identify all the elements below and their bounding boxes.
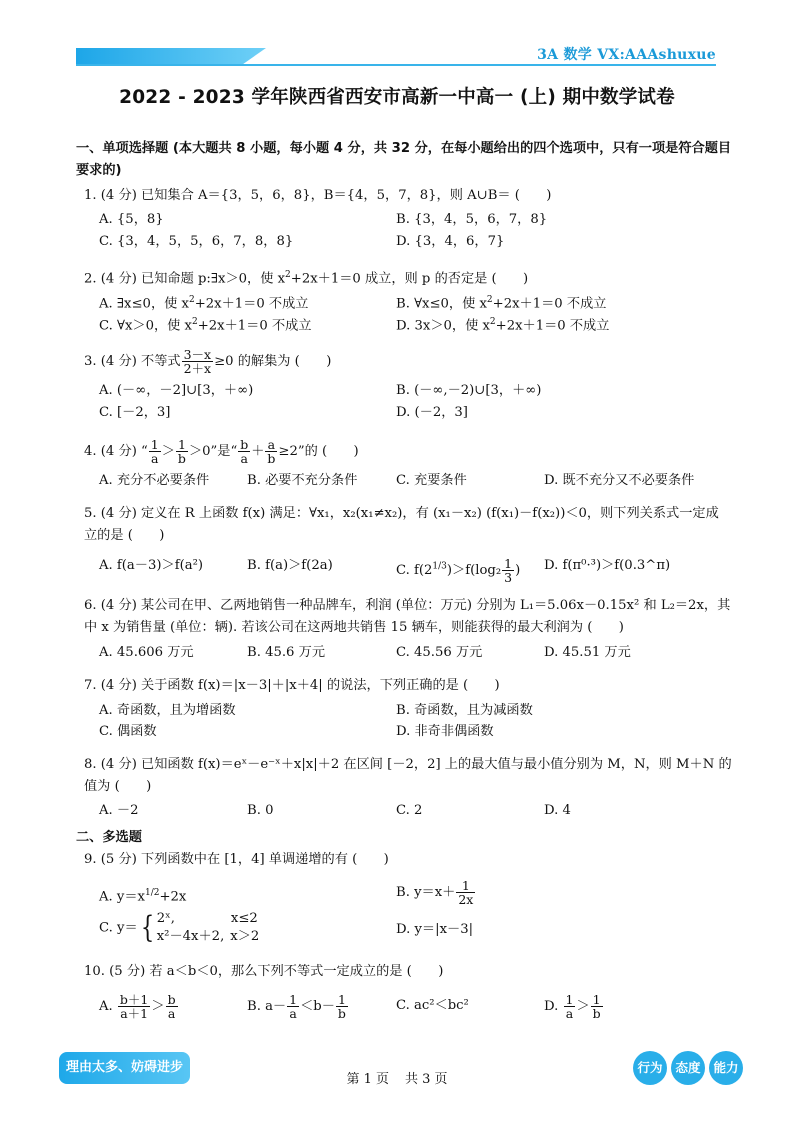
page-title: 2022 - 2023 学年陕西省西安市高新一中高一 (上) 期中数学试卷: [119, 87, 675, 108]
q3-option-d: D. (－2，3]: [396, 405, 468, 420]
q9-piecewise-brace: {: [140, 910, 154, 945]
q10-option-a: A. $\frac{b+1}{a+1}$ ＞ $\frac{b}{a}$: [99, 992, 176, 1021]
header-bar: [76, 44, 716, 66]
q9-piecewise: 2ˣ, x≤2 x²－4x＋2, x＞2: [156, 911, 260, 944]
q1-option-a: A. {5，8}: [99, 212, 164, 227]
header-accent-shape: [76, 48, 266, 64]
header-tag: 3A 数学 VX:AAAshuxue: [537, 47, 716, 63]
q2-option-a: A. ∃x≤0，使 $x^2+2x+1=0$ 不成立: [99, 295, 309, 312]
q8-option-c: C. 2: [396, 803, 423, 818]
q7-stem: 7. (4 分) 关于函数 f(x)＝|x－3|＋|x＋4| 的说法，下列正确的是 ( ): [84, 678, 500, 693]
footer-badge-ability: 能力: [709, 1051, 743, 1085]
q8-stem-cont: 值为 ( ): [84, 779, 152, 794]
footer-badge-behavior: 行为: [633, 1051, 667, 1085]
q6-stem-cont: 中 x 为销售量 (单位：辆). 若该公司在这两地共销售 15 辆车，则能获得的最大利润为 ( ): [84, 620, 624, 635]
q2-option-c: C. ∀x＞0，使 $x^2+2x+1=0$ 不成立: [99, 317, 312, 334]
q4-option-b: B. 必要不充分条件: [247, 473, 358, 488]
q9-option-d: D. y＝|x－3|: [396, 922, 474, 937]
q5-option-b: B. f(a)＞f(2a): [247, 558, 333, 573]
q10-option-d: D. $\frac{1}{a}$ ＞ $\frac{1}{b}$: [544, 992, 601, 1021]
q4-stem: 4. (4 分) “ $\frac{1}{a}$ ＞ $\frac{1}{b}$ ＞0”是“ $\frac{b}{a}$ ＋ $\frac{a}{b}$ ≥2”的 ( ): [84, 437, 359, 466]
q10-option-b: B. a－ $\frac{1}{a}$ ＜b－ $\frac{1}{b}$: [247, 992, 346, 1021]
q5-option-d: D. f(π⁰·³)＞f(0.3^π): [544, 558, 671, 573]
q5-option-a: A. f(a－3)＞f(a²): [99, 558, 204, 573]
q7-option-b: B. 奇函数，且为减函数: [396, 703, 533, 718]
q10-option-c: C. ac²＜bc²: [396, 998, 469, 1013]
footer-slogan-badge: 理由太多、妨碍进步: [59, 1052, 190, 1084]
page-number: 第 1 页 共 3 页: [346, 1072, 448, 1087]
section-2-heading: 二、多选题: [76, 830, 142, 845]
q6-stem: 6. (4 分) 某公司在甲、乙两地销售一种品牌车，利润 (单位：万元) 分别为 L₁＝5.06x－0.15x² 和 L₂＝2x，其: [84, 598, 731, 613]
q6-option-c: C. 45.56 万元: [396, 645, 483, 660]
section-1-heading: 一、单项选择题 (本大题共 8 小题，每小题 4 分，共 32 分，在每小题给出的四个选项中，只有一项是符合题目: [76, 141, 732, 156]
q5-stem-cont: 立的是 ( ): [84, 528, 165, 543]
q2-option-b: B. ∀x≤0，使 $x^2+2x+1=0$ 不成立: [396, 295, 607, 312]
q8-stem: 8. (4 分) 已知函数 f(x)＝eˣ－e⁻ˣ＋x|x|＋2 在区间 [－2，2] 上的最大值与最小值分别为 M，N，则 M＋N 的: [84, 757, 732, 772]
q6-option-b: B. 45.6 万元: [247, 645, 326, 660]
header-rule: [76, 64, 716, 66]
q4-option-d: D. 既不充分又不必要条件: [544, 473, 695, 488]
q3-option-b: B. (－∞,－2)∪[3，＋∞): [396, 383, 542, 398]
q8-option-b: B. 0: [247, 803, 274, 818]
q4-option-a: A. 充分不必要条件: [99, 473, 210, 488]
q1-option-b: B. {3，4，5，6，7，8}: [396, 212, 548, 227]
q9-stem: 9. (5 分) 下列函数中在 [1，4] 单调递增的有 ( ): [84, 852, 389, 867]
q9-option-a: A. $y=x^{1/2}+2x$: [99, 888, 187, 905]
q7-option-a: A. 奇函数，且为增函数: [99, 703, 236, 718]
q9-option-c: C. y＝{ 2ˣ, x≤2 x²－4x＋2, x＞2: [99, 910, 260, 945]
q5-option-c: C. $f(2^{1/3})>f(\log_2$ $\frac{1}{3}$ ): [396, 556, 521, 585]
q8-option-a: A. －2: [99, 803, 139, 818]
q3-stem: 3. (4 分) 不等式 $\frac{3-x}{2+x}$ ≥0 的解集为 ( ): [84, 347, 332, 376]
q5-stem: 5. (4 分) 定义在 R 上函数 f(x) 满足：∀x₁，x₂(x₁≠x₂)，有 (x₁－x₂) (f(x₁)－f(x₂))＜0，则下列关系式一定成: [84, 506, 719, 521]
q2-option-d: D. 3x＞0，使 $x^2+2x+1=0$ 不成立: [396, 317, 610, 334]
section-1-heading-cont: 要求的): [76, 163, 122, 178]
q1-stem: 1. (4 分) 已知集合 A＝{3，5，6，8}，B＝{4，5，7，8}，则 A∪B＝ ( ): [84, 188, 552, 203]
footer-badge-attitude: 态度: [671, 1051, 705, 1085]
q10-stem: 10. (5 分) 若 a＜b＜0，那么下列不等式一定成立的是 ( ): [84, 964, 444, 979]
q4-option-c: C. 充要条件: [396, 473, 467, 488]
q7-option-c: C. 偶函数: [99, 724, 157, 739]
q8-option-d: D. 4: [544, 803, 571, 818]
q6-option-d: D. 45.51 万元: [544, 645, 631, 660]
q9-option-b: B. y＝x＋ $\frac{1}{2x}$: [396, 878, 474, 907]
q2-stem: 2. (4 分) 已知命题 p:∃x＞0，使 $x^2+2x+1=0$ 成立，则 p 的否定是 ( ): [84, 270, 529, 287]
q3-option-c: C. [－2，3]: [99, 405, 171, 420]
q6-option-a: A. 45.606 万元: [99, 645, 194, 660]
q1-option-c: C. {3，4，5，5，6，7，8，8}: [99, 234, 294, 249]
q7-option-d: D. 非奇非偶函数: [396, 724, 494, 739]
q3-fraction: $\frac{3-x}{2+x}$: [183, 347, 212, 376]
q1-option-d: D. {3，4，6，7}: [396, 234, 505, 249]
q3-option-a: A. (－∞，－2]∪[3，＋∞): [99, 383, 254, 398]
